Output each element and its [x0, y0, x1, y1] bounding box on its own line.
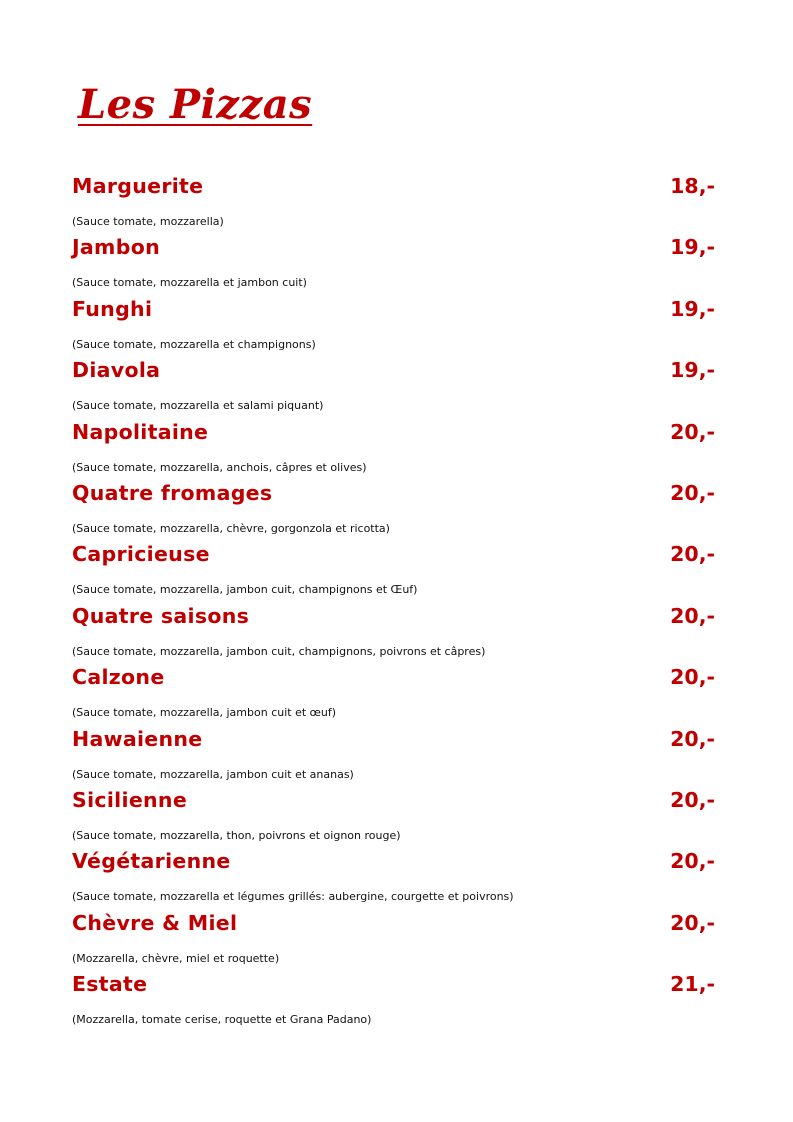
- pizza-name: Marguerite: [72, 174, 204, 198]
- pizza-description: (Sauce tomate, mozzarella, jambon cuit et œuf): [72, 706, 337, 720]
- pizza-price: 20,-: [670, 726, 715, 751]
- menu-item: [72, 170, 715, 231]
- menu-item: [72, 416, 715, 477]
- pizza-description: (Sauce tomate, mozzarella, jambon cuit et ananas): [72, 767, 354, 781]
- pizza-price: 20,-: [670, 603, 715, 628]
- menu-item: [72, 354, 715, 415]
- pizza-description: (Sauce tomate, mozzarella et champignons): [72, 337, 316, 351]
- pizza-name: Estate: [72, 972, 148, 997]
- menu-item: [72, 231, 715, 292]
- pizza-name: Diavola: [72, 358, 161, 383]
- pizza-price: 20,-: [670, 542, 715, 567]
- menu-item: [72, 600, 715, 661]
- menu-item-header: [72, 600, 715, 640]
- pizza-name: Jambon: [72, 235, 160, 260]
- menu-item-header: [72, 538, 715, 578]
- pizza-description: (Mozzarella, tomate cerise, roquette et Grana Padano): [72, 1013, 372, 1027]
- menu-item: [72, 477, 715, 538]
- menu-item-header: [72, 968, 715, 1008]
- pizza-description: (Mozzarella, chèvre, miel et roquette): [72, 951, 280, 965]
- menu-item-header: [72, 661, 715, 701]
- menu-item: [72, 293, 715, 354]
- pizza-price: 20,-: [670, 910, 715, 935]
- pizza-price: 19,-: [670, 235, 715, 260]
- menu-item-header: [72, 231, 715, 271]
- pizza-price: 20,-: [670, 849, 715, 874]
- pizza-name: Quatre fromages: [72, 480, 273, 505]
- menu-item: [72, 723, 715, 784]
- pizza-description: (Sauce tomate, mozzarella et légumes grillés: aubergine, courgette et poivrons): [72, 890, 514, 904]
- pizza-name: Funghi: [72, 296, 153, 321]
- menu-item-header: [72, 477, 715, 517]
- menu-item-header: [72, 170, 715, 210]
- pizza-price: 20,-: [670, 480, 715, 505]
- pizza-description: (Sauce tomate, mozzarella, anchois, câpres et olives): [72, 460, 367, 474]
- menu-item-header: [72, 723, 715, 763]
- pizza-description: (Sauce tomate, mozzarella, jambon cuit, champignons et Œuf): [72, 583, 418, 597]
- pizza-name: Capricieuse: [72, 542, 210, 567]
- pizza-price: 18,-: [670, 174, 715, 198]
- pizza-description: (Sauce tomate, mozzarella et salami piquant): [72, 399, 324, 413]
- pizza-description: (Sauce tomate, mozzarella): [72, 215, 224, 228]
- menu-item-header: [72, 784, 715, 824]
- pizza-name: Hawaienne: [72, 726, 203, 751]
- pizza-description: (Sauce tomate, mozzarella, chèvre, gorgonzola et ricotta): [72, 521, 390, 535]
- pizza-price: 20,-: [670, 787, 715, 812]
- pizza-price: 21,-: [670, 972, 715, 997]
- pizza-description: (Sauce tomate, mozzarella, thon, poivrons et oignon rouge): [72, 828, 401, 842]
- pizza-menu-list: [72, 170, 715, 1029]
- pizza-name: Napolitaine: [72, 419, 209, 444]
- menu-item-header: [72, 293, 715, 333]
- menu-item: [72, 907, 715, 968]
- menu-item: [72, 845, 715, 906]
- pizza-name: Végétarienne: [72, 849, 231, 874]
- pizza-name: Sicilienne: [72, 787, 188, 812]
- menu-item: [72, 784, 715, 845]
- pizza-description: (Sauce tomate, mozzarella, jambon cuit, champignons, poivrons et câpres): [72, 644, 486, 658]
- page-title: Les Pizzas: [78, 81, 313, 128]
- pizza-price: 19,-: [670, 358, 715, 383]
- menu-item-header: [72, 907, 715, 947]
- pizza-name: Quatre saisons: [72, 603, 250, 628]
- menu-item-header: [72, 845, 715, 885]
- pizza-price: 20,-: [670, 665, 715, 690]
- menu-item-header: [72, 354, 715, 394]
- pizza-price: 20,-: [670, 419, 715, 444]
- pizza-price: 19,-: [670, 296, 715, 321]
- pizza-name: Chèvre & Miel: [72, 910, 238, 935]
- menu-item: [72, 538, 715, 599]
- menu-item: [72, 661, 715, 722]
- pizza-description: (Sauce tomate, mozzarella et jambon cuit): [72, 276, 307, 290]
- pizza-name: Calzone: [72, 665, 165, 690]
- menu-item-header: [72, 416, 715, 456]
- menu-item: [72, 968, 715, 1029]
